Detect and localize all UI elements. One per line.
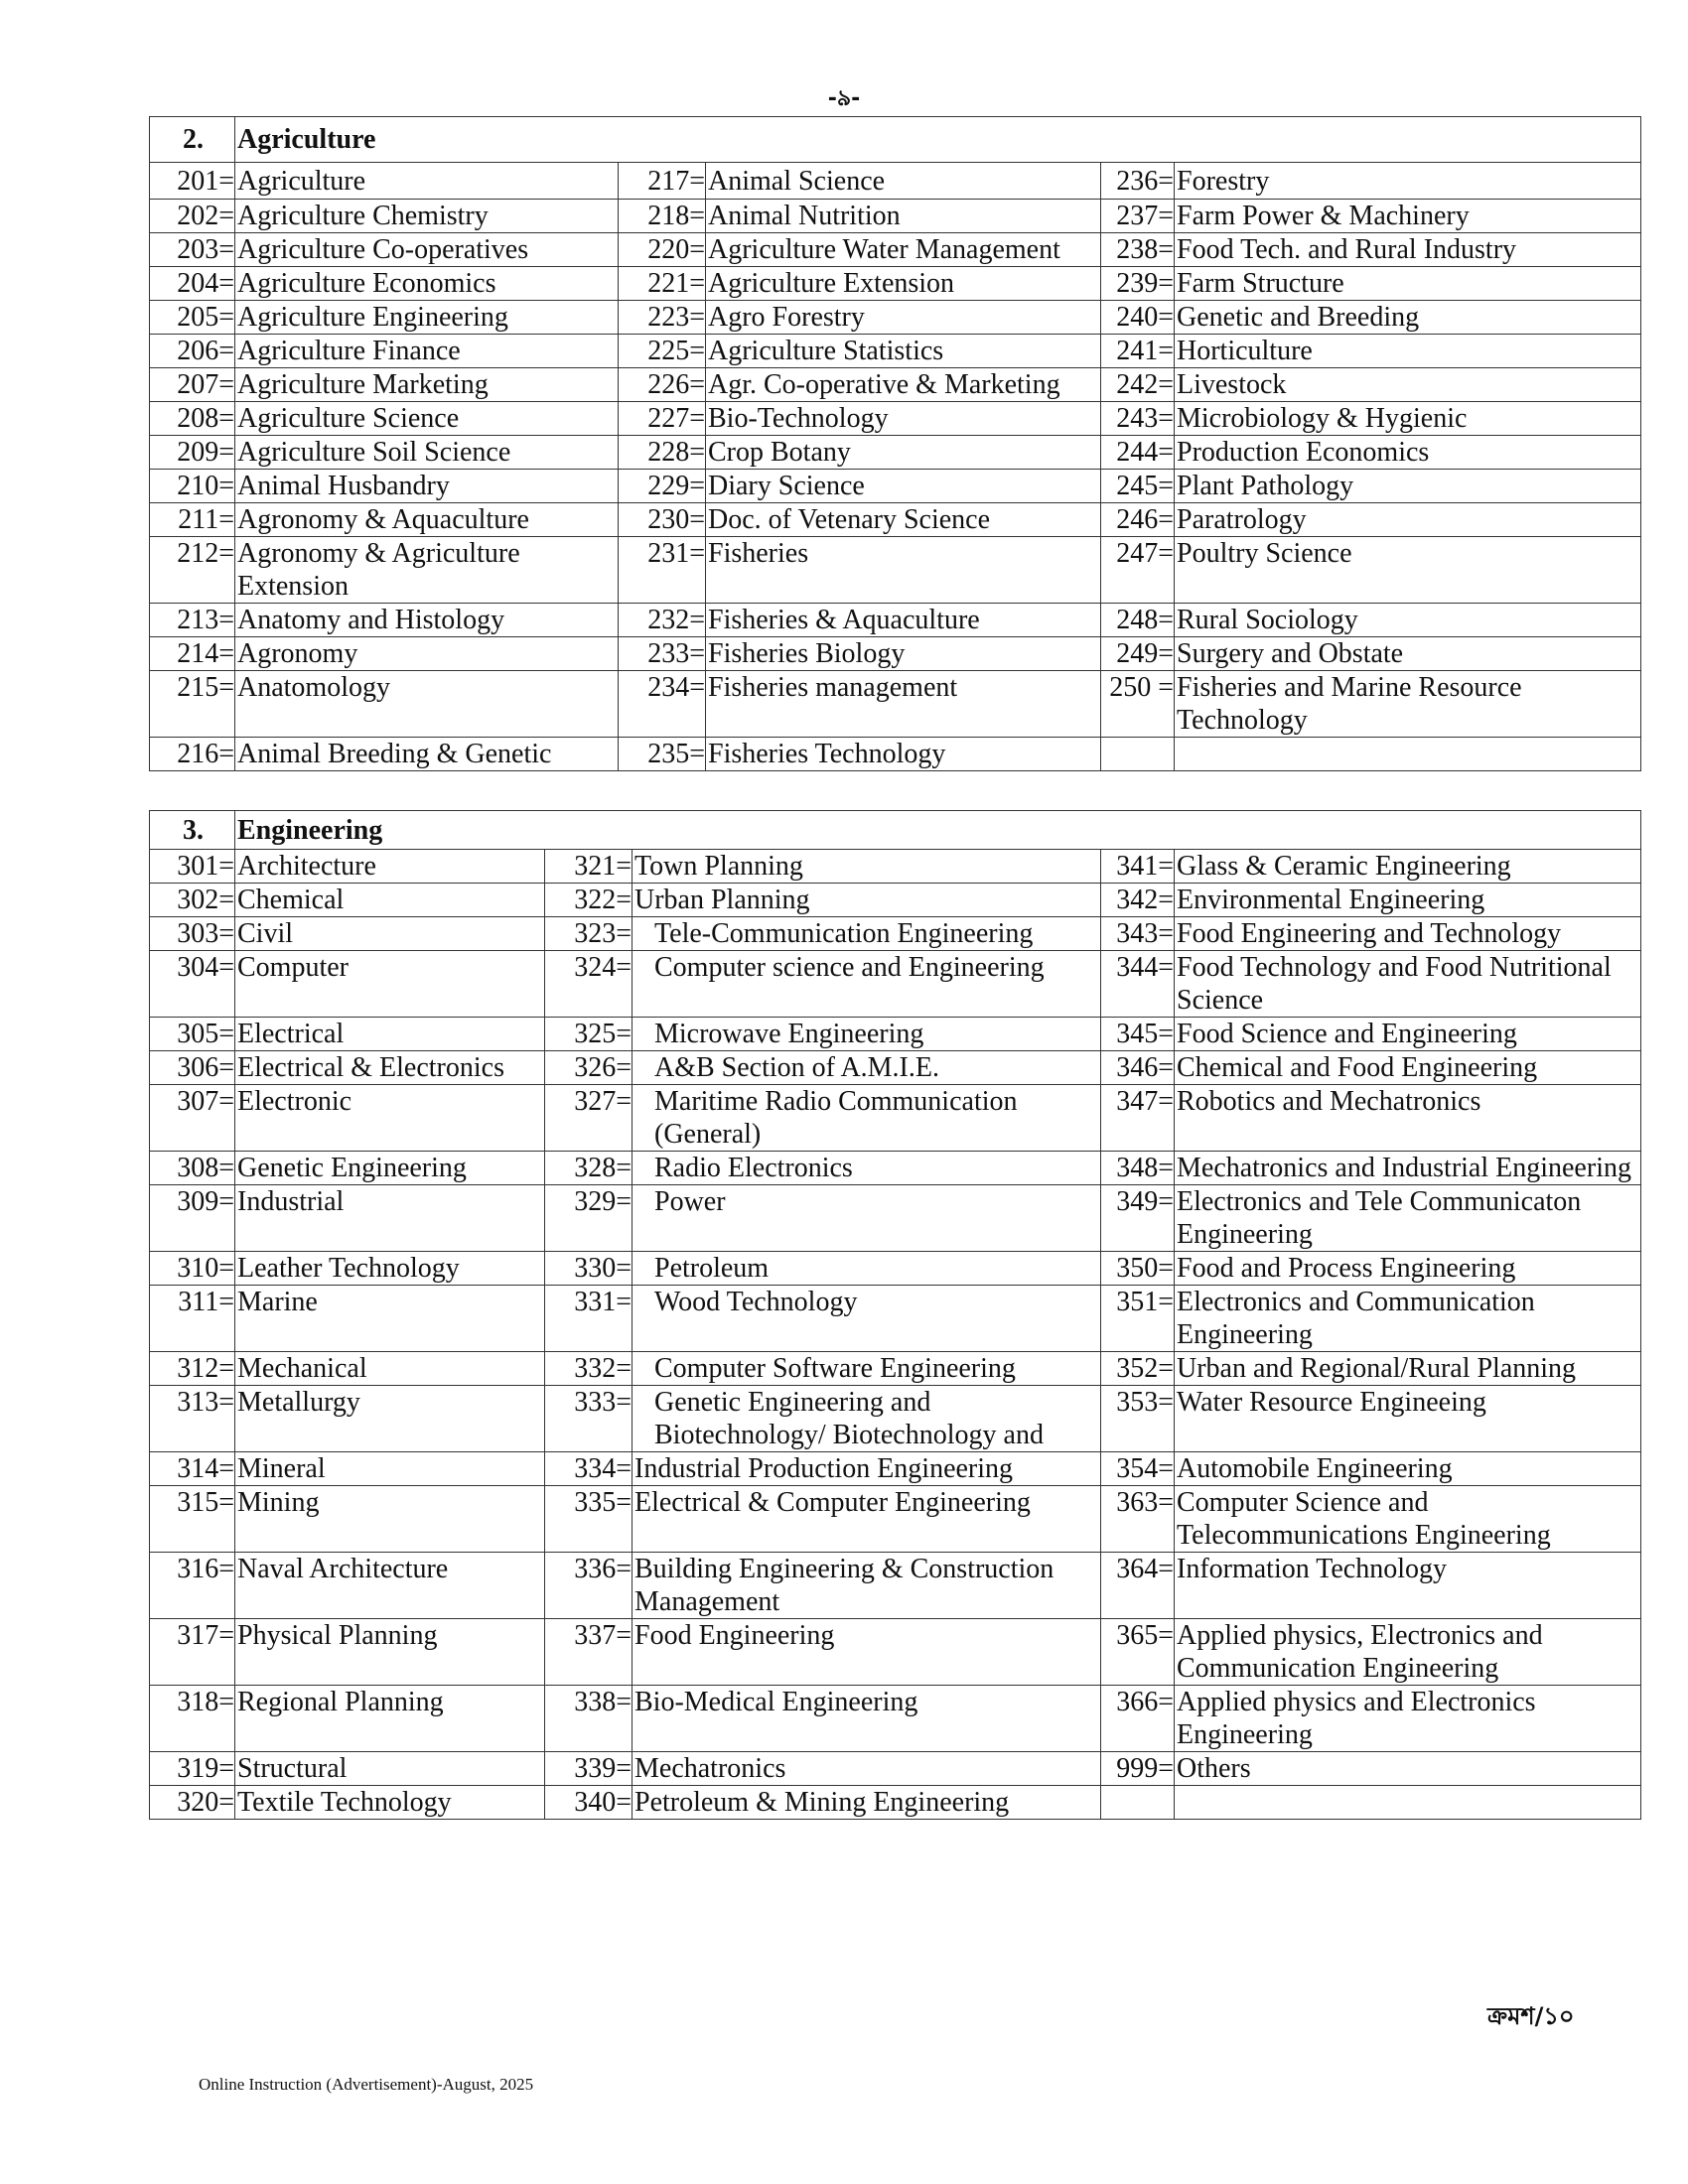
table-row — [150, 1553, 1641, 1619]
subject-code: 205= — [150, 301, 235, 335]
table-row — [150, 1152, 1641, 1185]
subject-code: 218= — [619, 200, 706, 233]
subject-code: 336= — [545, 1553, 633, 1619]
subject-name: Electrical & Computer Engineering — [633, 1486, 1101, 1553]
subject-name: Crop Botany — [706, 436, 1101, 470]
subject-name: Food and Process Engineering — [1175, 1252, 1641, 1286]
subject-code: 213= — [150, 604, 235, 637]
table-row — [150, 200, 1641, 233]
table-row — [150, 1786, 1641, 1820]
subject-name: Electrical — [235, 1018, 545, 1051]
section-header — [150, 811, 1641, 850]
subject-code: 354= — [1101, 1452, 1175, 1486]
subject-name: Fisheries & Aquaculture — [706, 604, 1101, 637]
subject-name: A&B Section of A.M.I.E. — [633, 1051, 1101, 1085]
subject-code: 305= — [150, 1018, 235, 1051]
subject-code: 338= — [545, 1686, 633, 1752]
subject-code: 341= — [1101, 850, 1175, 884]
subject-code: 328= — [545, 1152, 633, 1185]
subject-name: Electronic — [235, 1085, 545, 1152]
table-row — [150, 1252, 1641, 1286]
subject-code: 329= — [545, 1185, 633, 1252]
subject-name: Genetic Engineering — [235, 1152, 545, 1185]
subject-name: Genetic Engineering and Biotechnology/ Biotechnology and — [633, 1386, 1101, 1452]
subject-name: Industrial — [235, 1185, 545, 1252]
table-row — [150, 637, 1641, 671]
subject-code: 323= — [545, 917, 633, 951]
subject-code: 212= — [150, 537, 235, 604]
table-row — [150, 368, 1641, 402]
subject-name: Information Technology — [1175, 1553, 1641, 1619]
subject-code: 243= — [1101, 402, 1175, 436]
subject-code: 301= — [150, 850, 235, 884]
subject-code: 227= — [619, 402, 706, 436]
table-row — [150, 917, 1641, 951]
subject-code: 340= — [545, 1786, 633, 1820]
subject-name: Mining — [235, 1486, 545, 1553]
subject-name: Fisheries — [706, 537, 1101, 604]
subject-name: Agriculture Co-operatives — [235, 233, 619, 267]
subject-name: Surgery and Obstate — [1175, 637, 1641, 671]
subject-name: Plant Pathology — [1175, 470, 1641, 503]
continued-marker: ক্রমশ/১০ — [1487, 2002, 1575, 2030]
section-index: 3. — [150, 811, 235, 850]
subject-name: Urban and Regional/Rural Planning — [1175, 1352, 1641, 1386]
subject-code: 239= — [1101, 267, 1175, 301]
subject-code: 217= — [619, 163, 706, 200]
subject-name: Petroleum & Mining Engineering — [633, 1786, 1101, 1820]
subject-name: Food Tech. and Rural Industry — [1175, 233, 1641, 267]
subject-name: Food Engineering — [633, 1619, 1101, 1686]
section-heading: Agriculture — [235, 117, 1641, 163]
subject-name: Doc. of Vetenary Science — [706, 503, 1101, 537]
subject-name: Fisheries Biology — [706, 637, 1101, 671]
subject-code: 348= — [1101, 1152, 1175, 1185]
subject-code: 320= — [150, 1786, 235, 1820]
subject-name: Agriculture Marketing — [235, 368, 619, 402]
table-row — [150, 1386, 1641, 1452]
subject-code: 315= — [150, 1486, 235, 1553]
subject-name: Agriculture Soil Science — [235, 436, 619, 470]
subject-code: 321= — [545, 850, 633, 884]
subject-name: Architecture — [235, 850, 545, 884]
section-heading: Engineering — [235, 811, 1641, 850]
subject-name: Poultry Science — [1175, 537, 1641, 604]
subject-code: 324= — [545, 951, 633, 1018]
subject-code: 306= — [150, 1051, 235, 1085]
agriculture-table — [149, 116, 1641, 771]
subject-name: Tele-Communication Engineering — [633, 917, 1101, 951]
table-row — [150, 537, 1641, 604]
subject-code: 327= — [545, 1085, 633, 1152]
subject-name: Robotics and Mechatronics — [1175, 1085, 1641, 1152]
subject-name: Mineral — [235, 1452, 545, 1486]
table-row — [150, 1752, 1641, 1786]
subject-name: Production Economics — [1175, 436, 1641, 470]
subject-code: 211= — [150, 503, 235, 537]
subject-name: Electronics and Tele Communicaton Engineering — [1175, 1185, 1641, 1252]
subject-code: 347= — [1101, 1085, 1175, 1152]
subject-name: Diary Science — [706, 470, 1101, 503]
subject-name: Applied physics and Electronics Engineering — [1175, 1686, 1641, 1752]
subject-code: 345= — [1101, 1018, 1175, 1051]
footer-text: Online Instruction (Advertisement)-August, 2025 — [199, 2075, 534, 2094]
table-row — [150, 1452, 1641, 1486]
subject-name: Glass & Ceramic Engineering — [1175, 850, 1641, 884]
subject-code: 365= — [1101, 1619, 1175, 1686]
table-row — [150, 1686, 1641, 1752]
subject-name: Forestry — [1175, 163, 1641, 200]
subject-name: Agro Forestry — [706, 301, 1101, 335]
subject-code: 332= — [545, 1352, 633, 1386]
subject-name: Agriculture Finance — [235, 335, 619, 368]
subject-code: 206= — [150, 335, 235, 368]
subject-name: Electronics and Communication Engineering — [1175, 1286, 1641, 1352]
table-row — [150, 470, 1641, 503]
subject-code: 241= — [1101, 335, 1175, 368]
subject-name: Mechatronics and Industrial Engineering — [1175, 1152, 1641, 1185]
table-row — [150, 1185, 1641, 1252]
table-row — [150, 335, 1641, 368]
subject-name: Automobile Engineering — [1175, 1452, 1641, 1486]
subject-name: Food Science and Engineering — [1175, 1018, 1641, 1051]
subject-name — [1175, 738, 1641, 771]
subject-name: Applied physics, Electronics and Communication Engineering — [1175, 1619, 1641, 1686]
subject-name: Wood Technology — [633, 1286, 1101, 1352]
table-row — [150, 738, 1641, 771]
subject-code: 330= — [545, 1252, 633, 1286]
subject-code: 317= — [150, 1619, 235, 1686]
subject-code: 221= — [619, 267, 706, 301]
table-row — [150, 1085, 1641, 1152]
subject-name: Bio-Medical Engineering — [633, 1686, 1101, 1752]
subject-code: 325= — [545, 1018, 633, 1051]
subject-code: 350= — [1101, 1252, 1175, 1286]
table-row — [150, 1352, 1641, 1386]
subject-name: Regional Planning — [235, 1686, 545, 1752]
subject-code: 228= — [619, 436, 706, 470]
subject-name: Horticulture — [1175, 335, 1641, 368]
table-row — [150, 951, 1641, 1018]
subject-name: Agriculture Chemistry — [235, 200, 619, 233]
subject-code: 309= — [150, 1185, 235, 1252]
subject-name: Agriculture Water Management — [706, 233, 1101, 267]
table-row — [150, 402, 1641, 436]
table-row — [150, 884, 1641, 917]
subject-name: Genetic and Breeding — [1175, 301, 1641, 335]
subject-name: Marine — [235, 1286, 545, 1352]
subject-name: Others — [1175, 1752, 1641, 1786]
subject-name: Computer Software Engineering — [633, 1352, 1101, 1386]
subject-name: Anatomology — [235, 671, 619, 738]
subject-code: 307= — [150, 1085, 235, 1152]
table-row — [150, 1286, 1641, 1352]
subject-name: Environmental Engineering — [1175, 884, 1641, 917]
subject-code: 226= — [619, 368, 706, 402]
subject-name: Town Planning — [633, 850, 1101, 884]
subject-code: 346= — [1101, 1051, 1175, 1085]
subject-name: Fisheries and Marine Resource Technology — [1175, 671, 1641, 738]
subject-name: Maritime Radio Communication (General) — [633, 1085, 1101, 1152]
subject-name: Urban Planning — [633, 884, 1101, 917]
table-row — [150, 1051, 1641, 1085]
subject-code: 314= — [150, 1452, 235, 1486]
subject-code: 240= — [1101, 301, 1175, 335]
subject-code: 214= — [150, 637, 235, 671]
subject-name: Agriculture — [235, 163, 619, 200]
subject-name: Agronomy — [235, 637, 619, 671]
subject-code: 235= — [619, 738, 706, 771]
subject-name: Computer Science and Telecommunications Engineering — [1175, 1486, 1641, 1553]
subject-name: Agr. Co-operative & Marketing — [706, 368, 1101, 402]
subject-code: 201= — [150, 163, 235, 200]
subject-code: 308= — [150, 1152, 235, 1185]
subject-code: 331= — [545, 1286, 633, 1352]
subject-name: Radio Electronics — [633, 1152, 1101, 1185]
subject-code: 303= — [150, 917, 235, 951]
subject-name — [1175, 1786, 1641, 1820]
subject-name: Fisheries Technology — [706, 738, 1101, 771]
subject-name: Mechatronics — [633, 1752, 1101, 1786]
subject-code: 337= — [545, 1619, 633, 1686]
subject-code: 236= — [1101, 163, 1175, 200]
table-row — [150, 850, 1641, 884]
subject-code: 237= — [1101, 200, 1175, 233]
subject-code: 302= — [150, 884, 235, 917]
table-row — [150, 233, 1641, 267]
subject-name: Civil — [235, 917, 545, 951]
subject-name: Electrical & Electronics — [235, 1051, 545, 1085]
subject-code: 352= — [1101, 1352, 1175, 1386]
subject-code: 247= — [1101, 537, 1175, 604]
subject-code: 318= — [150, 1686, 235, 1752]
subject-code: 999= — [1101, 1752, 1175, 1786]
subject-name: Mechanical — [235, 1352, 545, 1386]
subject-code: 363= — [1101, 1486, 1175, 1553]
subject-code: 246= — [1101, 503, 1175, 537]
subject-name: Animal Husbandry — [235, 470, 619, 503]
subject-code: 366= — [1101, 1686, 1175, 1752]
subject-code — [1101, 738, 1175, 771]
subject-code: 351= — [1101, 1286, 1175, 1352]
subject-code: 335= — [545, 1486, 633, 1553]
subject-code: 349= — [1101, 1185, 1175, 1252]
subject-code: 313= — [150, 1386, 235, 1452]
table-row — [150, 1619, 1641, 1686]
subject-code: 204= — [150, 267, 235, 301]
subject-code: 209= — [150, 436, 235, 470]
subject-code: 248= — [1101, 604, 1175, 637]
subject-name: Agriculture Science — [235, 402, 619, 436]
subject-code: 343= — [1101, 917, 1175, 951]
subject-name: Bio-Technology — [706, 402, 1101, 436]
subject-code: 208= — [150, 402, 235, 436]
subject-code: 210= — [150, 470, 235, 503]
subject-name: Animal Science — [706, 163, 1101, 200]
subject-name: Rural Sociology — [1175, 604, 1641, 637]
subject-code: 339= — [545, 1752, 633, 1786]
subject-name: Computer — [235, 951, 545, 1018]
subject-name: Leather Technology — [235, 1252, 545, 1286]
subject-code: 342= — [1101, 884, 1175, 917]
subject-name: Power — [633, 1185, 1101, 1252]
subject-code: 311= — [150, 1286, 235, 1352]
subject-name: Food Engineering and Technology — [1175, 917, 1641, 951]
subject-name: Metallurgy — [235, 1386, 545, 1452]
subject-name: Paratrology — [1175, 503, 1641, 537]
table-row — [150, 604, 1641, 637]
subject-code: 312= — [150, 1352, 235, 1386]
subject-name: Agronomy & Agriculture Extension — [235, 537, 619, 604]
subject-code: 353= — [1101, 1386, 1175, 1452]
subject-code: 319= — [150, 1752, 235, 1786]
subject-name: Structural — [235, 1752, 545, 1786]
table-row — [150, 163, 1641, 200]
subject-code: 344= — [1101, 951, 1175, 1018]
subject-name: Fisheries management — [706, 671, 1101, 738]
subject-name: Agriculture Economics — [235, 267, 619, 301]
engineering-table — [149, 810, 1641, 1820]
subject-name: Microbiology & Hygienic — [1175, 402, 1641, 436]
subject-name: Livestock — [1175, 368, 1641, 402]
subject-name: Agriculture Engineering — [235, 301, 619, 335]
subject-name: Farm Structure — [1175, 267, 1641, 301]
table-row — [150, 503, 1641, 537]
subject-code: 250 = — [1101, 671, 1175, 738]
subject-name: Chemical and Food Engineering — [1175, 1051, 1641, 1085]
subject-code: 310= — [150, 1252, 235, 1286]
subject-code: 220= — [619, 233, 706, 267]
subject-code: 316= — [150, 1553, 235, 1619]
subject-name: Anatomy and Histology — [235, 604, 619, 637]
subject-code: 229= — [619, 470, 706, 503]
subject-code: 225= — [619, 335, 706, 368]
subject-name: Animal Breeding & Genetic — [235, 738, 619, 771]
subject-name: Agronomy & Aquaculture — [235, 503, 619, 537]
subject-code: 326= — [545, 1051, 633, 1085]
subject-code: 244= — [1101, 436, 1175, 470]
subject-code: 215= — [150, 671, 235, 738]
section-header — [150, 117, 1641, 163]
subject-code: 231= — [619, 537, 706, 604]
page-number: -৯- — [827, 86, 861, 111]
subject-name: Water Resource Engineeing — [1175, 1386, 1641, 1452]
subject-code: 249= — [1101, 637, 1175, 671]
subject-code: 333= — [545, 1386, 633, 1452]
table-row — [150, 1018, 1641, 1051]
subject-name: Microwave Engineering — [633, 1018, 1101, 1051]
subject-code: 232= — [619, 604, 706, 637]
subject-code: 322= — [545, 884, 633, 917]
subject-name: Farm Power & Machinery — [1175, 200, 1641, 233]
subject-code: 304= — [150, 951, 235, 1018]
subject-code: 234= — [619, 671, 706, 738]
subject-name: Petroleum — [633, 1252, 1101, 1286]
subject-code: 242= — [1101, 368, 1175, 402]
table-row — [150, 436, 1641, 470]
subject-name: Industrial Production Engineering — [633, 1452, 1101, 1486]
subject-code: 223= — [619, 301, 706, 335]
subject-name: Chemical — [235, 884, 545, 917]
subject-name: Naval Architecture — [235, 1553, 545, 1619]
subject-code: 230= — [619, 503, 706, 537]
subject-code: 207= — [150, 368, 235, 402]
subject-name: Agriculture Extension — [706, 267, 1101, 301]
subject-name: Animal Nutrition — [706, 200, 1101, 233]
subject-name: Food Technology and Food Nutritional Science — [1175, 951, 1641, 1018]
table-row — [150, 301, 1641, 335]
section-index: 2. — [150, 117, 235, 163]
subject-name: Building Engineering & Construction Management — [633, 1553, 1101, 1619]
table-row — [150, 267, 1641, 301]
subject-code: 233= — [619, 637, 706, 671]
subject-name: Textile Technology — [235, 1786, 545, 1820]
subject-code: 238= — [1101, 233, 1175, 267]
subject-code: 203= — [150, 233, 235, 267]
subject-name: Agriculture Statistics — [706, 335, 1101, 368]
subject-code: 364= — [1101, 1553, 1175, 1619]
subject-code: 216= — [150, 738, 235, 771]
subject-name: Computer science and Engineering — [633, 951, 1101, 1018]
subject-code — [1101, 1786, 1175, 1820]
table-row — [150, 671, 1641, 738]
table-row — [150, 1486, 1641, 1553]
subject-code: 245= — [1101, 470, 1175, 503]
subject-code: 334= — [545, 1452, 633, 1486]
subject-name: Physical Planning — [235, 1619, 545, 1686]
subject-code: 202= — [150, 200, 235, 233]
